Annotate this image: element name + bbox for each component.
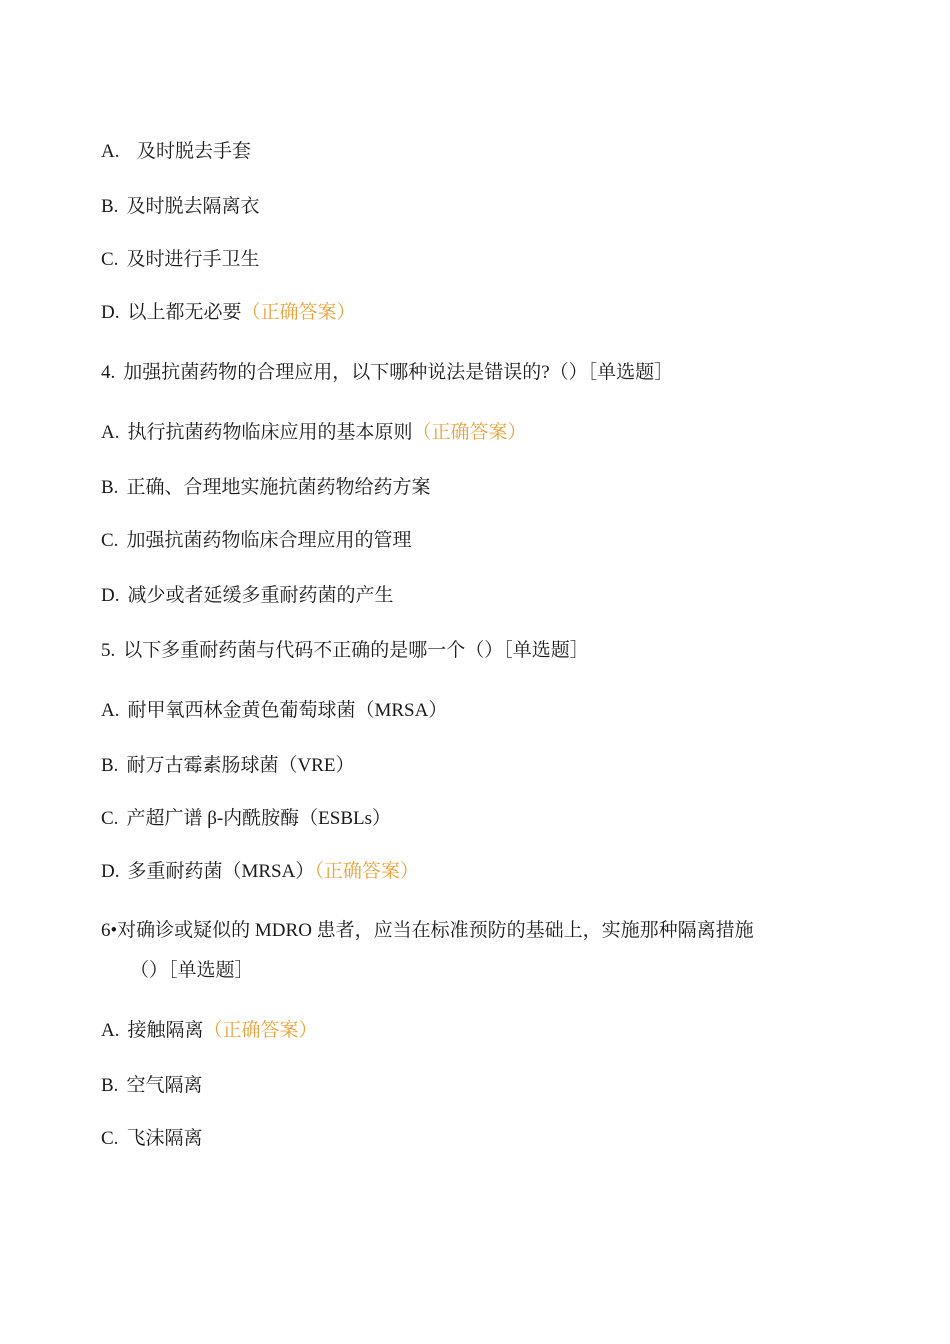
option-label: C. bbox=[101, 530, 119, 551]
option-text: 飞沫隔离 bbox=[126, 1128, 203, 1149]
question-text: 以下多重耐药菌与代码不正确的是哪一个（）［单选题］ bbox=[123, 640, 589, 661]
option-q3-c bbox=[101, 247, 259, 273]
question-number: 4. bbox=[101, 362, 116, 383]
option-text: 耐甲氧西林金黄色葡萄球菌（MRSA） bbox=[127, 700, 448, 721]
option-text: 加强抗菌药物临床合理应用的管理 bbox=[126, 530, 412, 551]
option-q4-a bbox=[101, 420, 527, 446]
option-label: B. bbox=[101, 1075, 119, 1096]
option-q3-b bbox=[101, 194, 259, 220]
correct-answer-marker: （正确答案） bbox=[241, 302, 356, 323]
option-label: A. bbox=[101, 700, 120, 721]
option-label: C. bbox=[101, 1128, 119, 1149]
question-number: 5. bbox=[101, 640, 116, 661]
question-6 bbox=[101, 918, 754, 944]
question-5 bbox=[101, 638, 589, 664]
question-6-continuation bbox=[130, 958, 254, 984]
option-text: 多重耐药菌（MRSA） bbox=[127, 861, 315, 882]
option-label: C. bbox=[101, 249, 119, 270]
option-label: D. bbox=[101, 302, 120, 323]
option-label: B. bbox=[101, 196, 119, 217]
option-text: 减少或者延缓多重耐药菌的产生 bbox=[127, 585, 394, 606]
option-label: A. bbox=[101, 422, 120, 443]
option-q5-c bbox=[101, 806, 391, 832]
question-text: 6•对确诊或疑似的 MDRO 患者，应当在标准预防的基础上，实施那种隔离措施 bbox=[101, 920, 754, 941]
option-q4-c bbox=[101, 528, 411, 554]
question-text: 加强抗菌药物的合理应用，以下哪种说法是错误的?（）［单选题］ bbox=[123, 362, 674, 383]
option-text: 及时进行手卫生 bbox=[126, 249, 260, 270]
option-q3-d bbox=[101, 300, 356, 326]
option-q5-a bbox=[101, 698, 447, 724]
option-text: 以上都无必要 bbox=[127, 302, 242, 323]
option-text: 空气隔离 bbox=[126, 1075, 203, 1096]
question-4 bbox=[101, 360, 673, 386]
option-text: 正确、合理地实施抗菌药物给药方案 bbox=[126, 477, 431, 498]
option-label: D. bbox=[101, 585, 120, 606]
option-q6-c bbox=[101, 1126, 202, 1152]
option-q4-b bbox=[101, 475, 430, 501]
question-type-tag: （）［单选题］ bbox=[130, 960, 254, 981]
option-text: 耐万古霉素肠球菌（VRE） bbox=[126, 755, 355, 776]
option-label: A. bbox=[101, 1020, 120, 1041]
option-q6-a bbox=[101, 1018, 318, 1044]
option-label: C. bbox=[101, 808, 119, 829]
option-label: D. bbox=[101, 861, 120, 882]
option-text: 及时脱去手套 bbox=[127, 141, 251, 162]
option-text: 产超广谱 β-内酰胺酶（ESBLs） bbox=[126, 808, 392, 829]
option-text: 接触隔离 bbox=[127, 1020, 204, 1041]
option-q5-d bbox=[101, 859, 419, 885]
option-text: 执行抗菌药物临床应用的基本原则 bbox=[127, 422, 413, 443]
option-label: B. bbox=[101, 477, 119, 498]
option-q6-b bbox=[101, 1073, 202, 1099]
option-label: A. bbox=[101, 141, 120, 162]
correct-answer-marker: （正确答案） bbox=[314, 861, 419, 882]
option-q5-b bbox=[101, 753, 354, 779]
correct-answer-marker: （正确答案） bbox=[203, 1020, 318, 1041]
option-q3-a bbox=[101, 139, 251, 165]
option-text: 及时脱去隔离衣 bbox=[126, 196, 260, 217]
option-q4-d bbox=[101, 583, 394, 609]
correct-answer-marker: （正确答案） bbox=[412, 422, 527, 443]
option-label: B. bbox=[101, 755, 119, 776]
